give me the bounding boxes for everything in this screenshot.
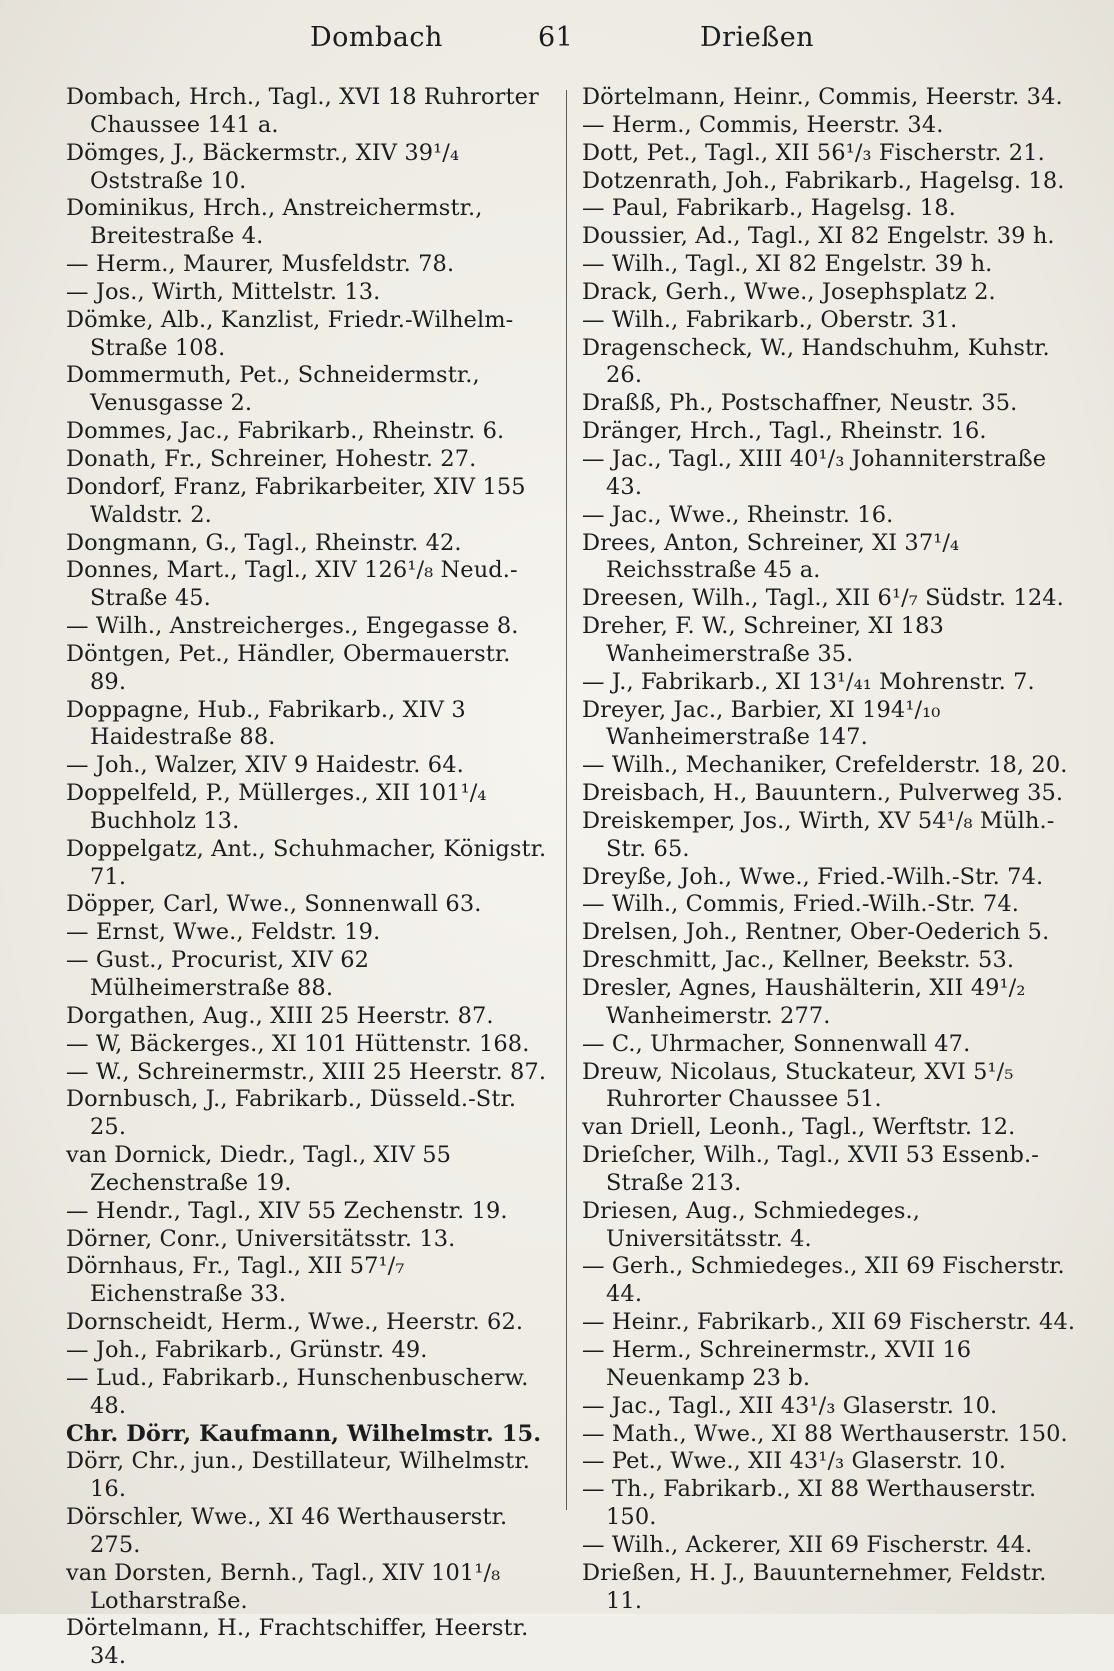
directory-entry: Drack, Gerh., Wwe., Josephsplatz 2. <box>582 278 996 305</box>
directory-entry: Dömke, Alb., Kanzlist, Friedr.-Wilhelm-Straße 108. <box>66 306 514 361</box>
directory-entry: Dott, Pet., Tagl., XII 56¹/₃ Fischerstr. 21. <box>582 139 1045 166</box>
directory-entry: — Herm., Commis, Heerstr. 34. <box>582 111 944 138</box>
directory-entry: — J., Fabrikarb., XI 13¹/₄₁ Mohrenstr. 7. <box>582 668 1035 695</box>
directory-entry: Dongmann, G., Tagl., Rheinstr. 42. <box>66 529 462 556</box>
directory-entry: — Hendr., Tagl., XIV 55 Zechenstr. 19. <box>66 1197 508 1224</box>
directory-entry: Dreuw, Nicolaus, Stuckateur, XVI 5¹/₅ Ruhrorter Chaussee 51. <box>582 1058 1014 1113</box>
directory-entry: Dreiskemper, Jos., Wirth, XV 54¹/₈ Mülh.-Str. 65. <box>582 807 1055 862</box>
directory-entry: Dreesen, Wilh., Tagl., XII 6¹/₇ Südstr. 124. <box>582 585 1064 612</box>
directory-entry: — Heinr., Fabrikarb., XII 69 Fischerstr. 44. <box>582 1309 1076 1336</box>
directory-entry: Drießen, H. J., Bauunternehmer, Feldstr. 11. <box>582 1559 1047 1614</box>
directory-entry: Doppelgatz, Ant., Schuhmacher, Königstr. 71. <box>66 835 547 890</box>
directory-entry: Doppagne, Hub., Fabrikarb., XIV 3 Haidestraße 88. <box>66 696 466 751</box>
directory-entry: — Gust., Procurist, XIV 62 Mülheimerstraße 88. <box>66 947 370 1001</box>
directory-entry: — Jos., Wirth, Mittelstr. 13. <box>66 278 381 305</box>
directory-entry: — Gerh., Schmiedeges., XII 69 Fischerstr. 44. <box>582 1253 1065 1308</box>
directory-entry: Draßß, Ph., Postschaffner, Neustr. 35. <box>582 390 1018 417</box>
directory-entry: — Jac., Wwe., Rheinstr. 16. <box>582 501 894 528</box>
directory-entry: — Jac., Tagl., XII 43¹/₃ Glaserstr. 10. <box>582 1392 998 1419</box>
directory-entry: — W, Bäckerges., XI 101 Hüttenstr. 168. <box>66 1030 530 1057</box>
directory-entry: — Jac., Tagl., XIII 40¹/₃ Johanniterstraße 43. <box>582 445 1047 500</box>
directory-entry: Chr. Dörr, Kaufmann, Wilhelmstr. 15. <box>66 1420 542 1447</box>
directory-entry: Dreher, F. W., Schreiner, XI 183 Wanheimerstraße 35. <box>582 613 944 667</box>
directory-entry: Doppelfeld, P., Müllerges., XII 101¹/₄ Buchholz 13. <box>66 780 487 834</box>
directory-entry: Drieſcher, Wilh., Tagl., XVII 53 Essenb.-Straße 213. <box>582 1142 1039 1196</box>
directory-entry: van Driell, Leonh., Tagl., Werftstr. 12. <box>582 1114 1016 1141</box>
directory-entry: Dragenscheck, W., Handschuhm, Kuhstr. 26. <box>582 334 1050 389</box>
directory-entry: — Wilh., Anstreicherges., Engegasse 8. <box>66 613 519 640</box>
directory-entry: Dörner, Conr., Universitätsstr. 13. <box>66 1225 456 1252</box>
directory-entry: — Math., Wwe., XI 88 Werthauserstr. 150. <box>582 1420 1068 1447</box>
directory-entry: — Herm., Maurer, Musfeldstr. 78. <box>66 251 455 278</box>
column-divider <box>566 90 567 1510</box>
right-column <box>582 84 1076 1615</box>
header-right-keyword: Drießen <box>700 22 815 53</box>
directory-entry: Donnes, Mart., Tagl., XIV 126¹/₈ Neud.-Straße 45. <box>66 557 518 612</box>
directory-entry: Dommermuth, Pet., Schneidermstr., Venusgasse 2. <box>66 362 480 417</box>
directory-entry: Drees, Anton, Schreiner, XI 37¹/₄ Reichsstraße 45 a. <box>582 529 960 584</box>
directory-entry: Dörr, Chr., jun., Destillateur, Wilhelmstr. 16. <box>66 1448 530 1503</box>
directory-entry: Döntgen, Pet., Händler, Obermauerstr. 89. <box>66 640 511 695</box>
directory-entry: Dornscheidt, Herm., Wwe., Heerstr. 62. <box>66 1309 524 1336</box>
directory-entry: van Dorsten, Bernh., Tagl., XIV 101¹/₈ Lotharstraße. <box>66 1559 501 1614</box>
directory-entry: Dommes, Jac., Fabrikarb., Rheinstr. 6. <box>66 418 505 445</box>
directory-entry: — Pet., Wwe., XII 43¹/₃ Glaserstr. 10. <box>582 1448 1007 1475</box>
directory-entry: Dreyer, Jac., Barbier, XI 194¹/₁₀ Wanheimerstraße 147. <box>582 696 941 751</box>
directory-entry: Dreschmitt, Jac., Kellner, Beekstr. 53. <box>582 947 1015 974</box>
directory-entry: Döpper, Carl, Wwe., Sonnenwall 63. <box>66 891 482 918</box>
directory-entry: Dorgathen, Aug., XIII 25 Heerstr. 87. <box>66 1002 494 1029</box>
directory-entry: Dörschler, Wwe., XI 46 Werthauserstr. 275. <box>66 1504 508 1558</box>
directory-entry: Dörnhaus, Fr., Tagl., XII 57¹/₇ Eichenstraße 33. <box>66 1253 405 1308</box>
directory-entry: Dörtelmann, Heinr., Commis, Heerstr. 34. <box>582 84 1063 110</box>
directory-entry: — Joh., Fabrikarb., Grünstr. 49. <box>66 1336 428 1363</box>
directory-entry: Dreyße, Joh., Wwe., Fried.-Wilh.-Str. 74. <box>582 863 1044 890</box>
directory-entry: Drelsen, Joh., Rentner, Ober-Oederich 5. <box>582 919 1050 946</box>
directory-entry: — Herm., Schreinermstr., XVII 16 Neuenkamp 23 b. <box>582 1336 972 1391</box>
directory-entry: Doussier, Ad., Tagl., XI 82 Engelstr. 39 h. <box>582 223 1055 250</box>
directory-entry: Dörtelmann, H., Frachtschiffer, Heerstr. 34. <box>66 1615 529 1670</box>
directory-entry: Dominikus, Hrch., Anstreichermstr., Breitestraße 4. <box>66 195 483 250</box>
directory-entry: Dombach, Hrch., Tagl., XVI 18 Ruhrorter Chaussee 141 a. <box>66 84 539 138</box>
directory-entry: Dresler, Agnes, Haushälterin, XII 49¹/₂ Wanheimerstr. 277. <box>582 975 1026 1029</box>
directory-entry: — Wilh., Mechaniker, Crefelderstr. 18, 20. <box>582 752 1068 779</box>
directory-entry: Dömges, J., Bäckermstr., XIV 39¹/₄ Oststraße 10. <box>66 139 460 194</box>
directory-entry: — Ernst, Wwe., Feldstr. 19. <box>66 919 381 946</box>
directory-entry: Dornbusch, J., Fabrikarb., Düsseld.-Str. 25. <box>66 1086 517 1141</box>
directory-entry: — W., Schreinermstr., XIII 25 Heerstr. 87. <box>66 1058 547 1085</box>
directory-entry: — Wilh., Fabrikarb., Oberstr. 31. <box>582 306 958 333</box>
running-head <box>60 18 1060 58</box>
directory-entry: — Wilh., Tagl., XI 82 Engelstr. 39 h. <box>582 251 993 278</box>
directory-entry: — Joh., Walzer, XIV 9 Haidestr. 64. <box>66 752 464 779</box>
directory-entry: Dotzenrath, Joh., Fabrikarb., Hagelsg. 18. <box>582 167 1065 194</box>
header-left-keyword: Dombach <box>310 22 443 53</box>
directory-entry: — Wilh., Commis, Fried.-Wilh.-Str. 74. <box>582 891 1020 918</box>
directory-entry: — Wilh., Ackerer, XII 69 Fischerstr. 44. <box>582 1531 1033 1558</box>
directory-entry: — Th., Fabrikarb., XI 88 Werthauserstr. 150. <box>582 1476 1037 1531</box>
directory-entry: Donath, Fr., Schreiner, Hohestr. 27. <box>66 445 477 472</box>
directory-entry: Dränger, Hrch., Tagl., Rheinstr. 16. <box>582 418 987 445</box>
directory-entry: Dreisbach, H., Bauuntern., Pulverweg 35. <box>582 780 1064 807</box>
directory-entry: Driesen, Aug., Schmiedeges., Universitätsstr. 4. <box>582 1197 921 1252</box>
page-number: 61 <box>538 22 574 53</box>
directory-entry: — Paul, Fabrikarb., Hagelsg. 18. <box>582 195 956 222</box>
directory-entry: van Dornick, Diedr., Tagl., XIV 55 Zechenstraße 19. <box>66 1142 452 1196</box>
directory-entry: — Lud., Fabrikarb., Hunschenbuscherw. 48. <box>66 1364 529 1419</box>
directory-entry: — C., Uhrmacher, Sonnenwall 47. <box>582 1030 971 1057</box>
directory-entry: Dondorf, Franz, Fabrikarbeiter, XIV 155 Waldstr. 2. <box>66 473 526 528</box>
left-column <box>66 84 550 1671</box>
